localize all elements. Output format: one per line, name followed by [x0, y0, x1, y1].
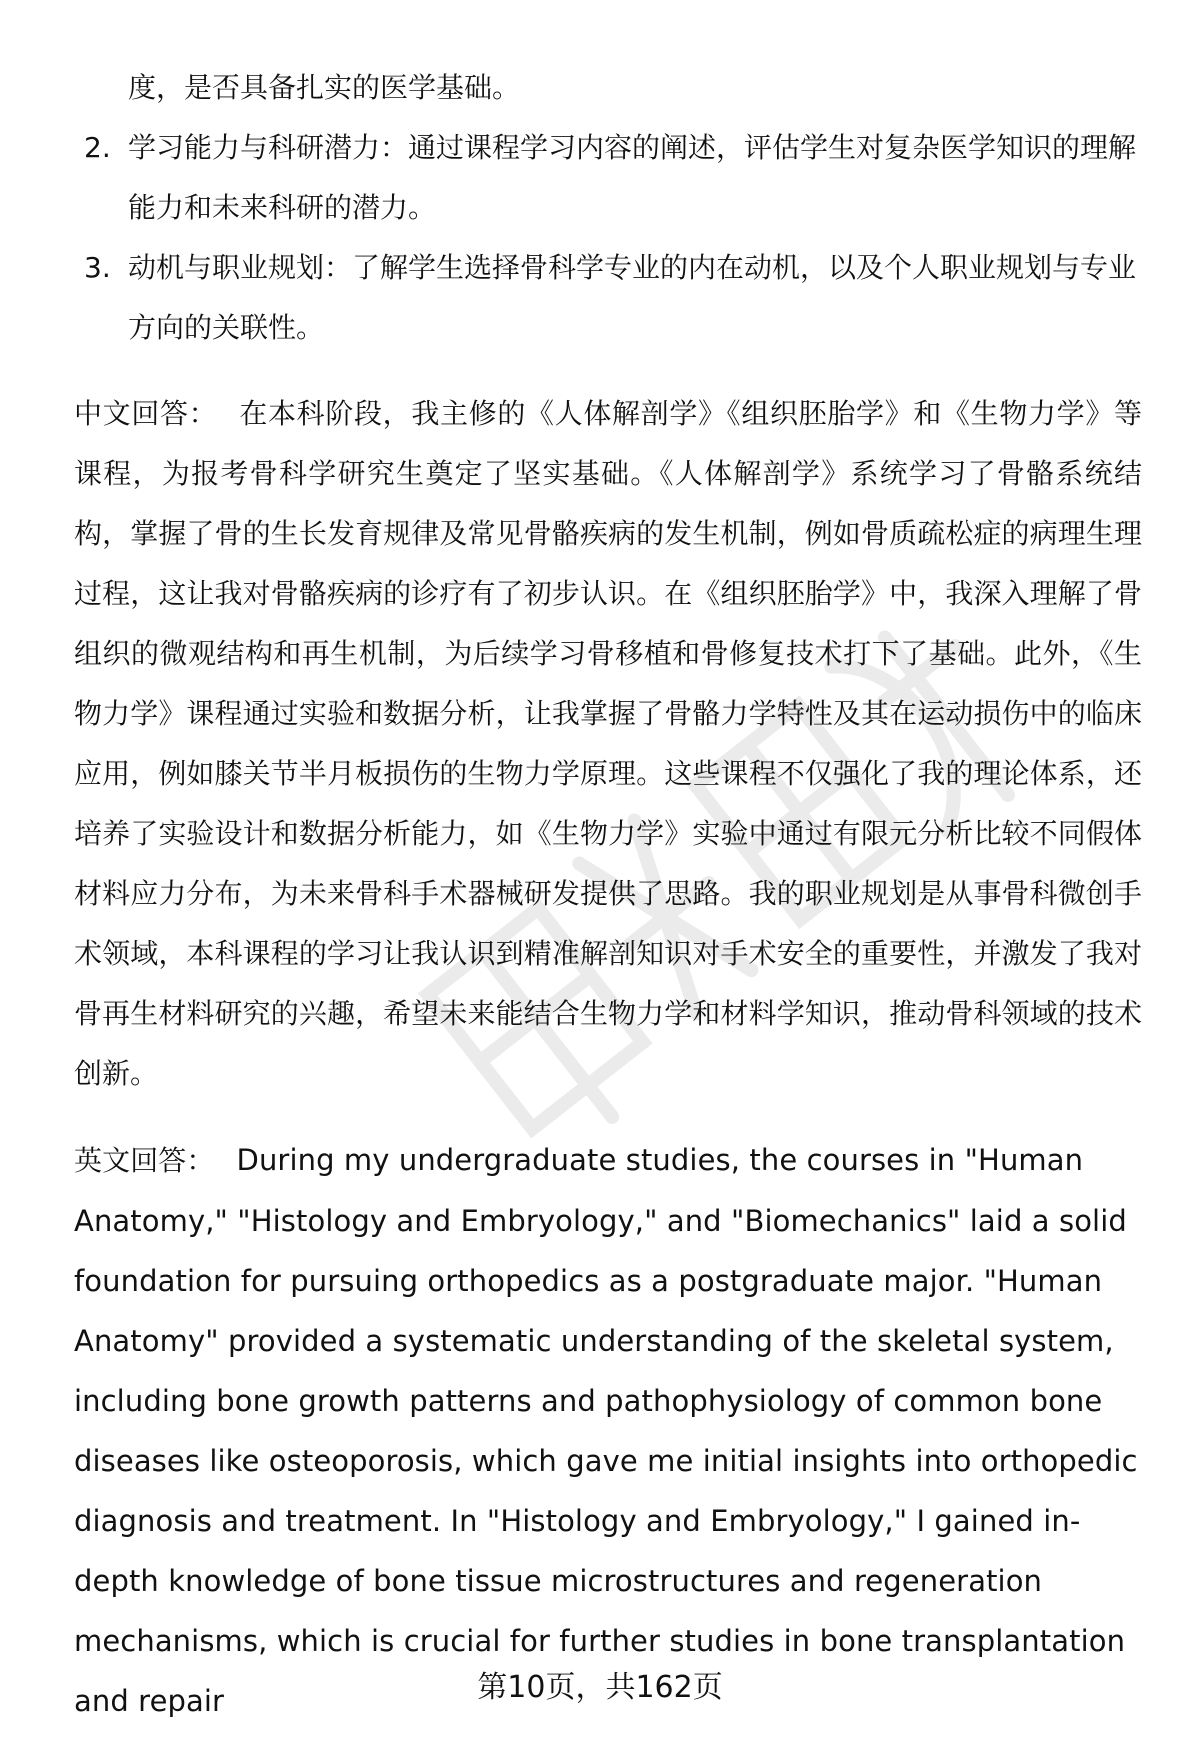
page-footer: 第10页，共162页 — [477, 1670, 723, 1705]
document-body — [74, 58, 1142, 1731]
english-answer-label: 英文回答： — [74, 1144, 215, 1177]
list-text: 学习能力与科研潜力：通过课程学习内容的阐述，评估学生对复杂医学知识的理解能力和未来科研的潜力。 — [128, 131, 1137, 224]
list-text: 动机与职业规划：了解学生选择骨科学专业的内在动机，以及个人职业规划与专业方向的关联性。 — [128, 251, 1137, 344]
list-item — [74, 118, 1142, 238]
list-number: 3. — [84, 251, 111, 284]
list-continuation: 度，是否具备扎实的医学基础。 — [128, 71, 521, 104]
list-item — [74, 238, 1142, 358]
english-answer-text: During my undergraduate studies, the courses in "Human Anatomy," "Histology and Embryology," and "Biomechanics" laid a solid foundation for pursuing orthopedics as a postgraduate major. "Human Anatomy" provided a systematic understanding of the skeletal system, including bone growth patterns and pathophysiology of common bone diseases like osteoporosis, which gave me initial insights into orthopedic diagnosis and treatment. In "Histology and Embryology," I gained in-depth knowledge of bone tissue microstructures and regeneration mechanisms, which is crucial for further studies in bone transplantation and repair — [74, 1143, 1138, 1718]
criteria-list — [74, 118, 1142, 358]
english-answer — [74, 1130, 1142, 1731]
chinese-answer-label: 中文回答： — [74, 397, 218, 430]
chinese-answer — [74, 384, 1142, 1104]
list-number: 2. — [84, 131, 111, 164]
chinese-answer-text: 在本科阶段，我主修的《人体解剖学》《组织胚胎学》和《生物力学》等课程，为报考骨科学研究生奠定了坚实基础。《人体解剖学》系统学习了骨骼系统结构，掌握了骨的生长发育规律及常见骨骼疾病的发生机制，例如骨质疏松症的病理生理过程，这让我对骨骼疾病的诊疗有了初步认识。在《组织胚胎学》中，我深入理解了骨组织的微观结构和再生机制，为后续学习骨移植和骨修复技术打下了基础。此外，《生物力学》课程通过实验和数据分析，让我掌握了骨骼力学特性及其在运动损伤中的临床应用，例如膝关节半月板损伤的生物力学原理。这些课程不仅强化了我的理论体系，还培养了实验设计和数据分析能力，如《生物力学》实验中通过有限元分析比较不同假体材料应力分布，为未来骨科手术器械研发提供了思路。我的职业规划是从事骨科微创手术领域，本科课程的学习让我认识到精准解剖知识对手术安全的重要性，并激发了我对骨再生材料研究的兴趣，希望未来能结合生物力学和材料学知识，推动骨科领域的技术创新。 — [74, 397, 1142, 1090]
